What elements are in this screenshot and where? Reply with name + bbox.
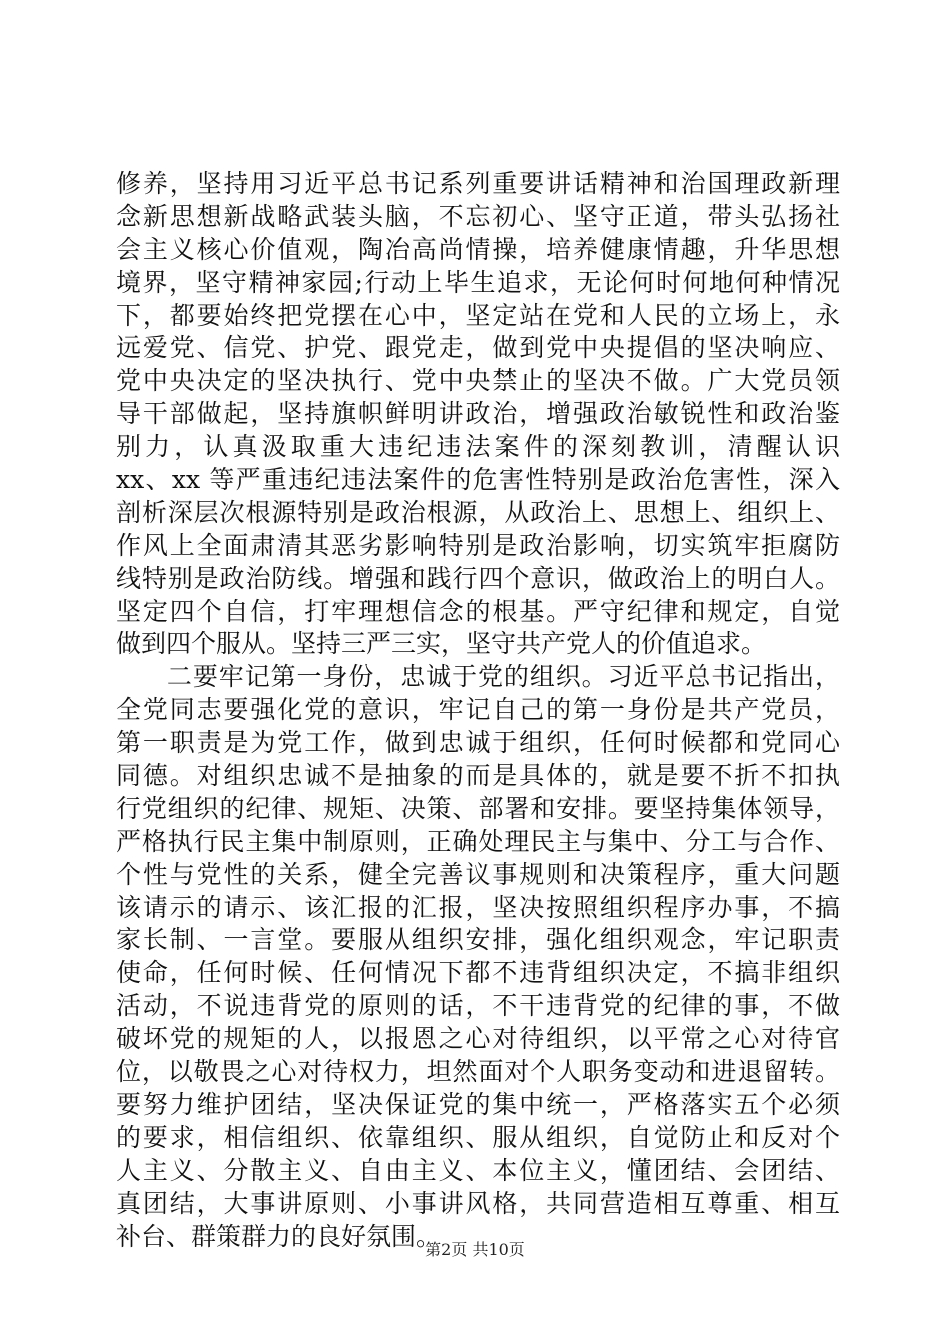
text-line: 严格执行民主集中制原则，正确处理民主与集中、分工与合作、 [116,826,840,856]
text-line: 做到四个服从。坚持三严三实，坚守共产党人的价值追求。 [116,629,767,659]
text-line: 会主义核心价值观，陶冶高尚情操，培养健康情趣，升华思想 [116,234,840,264]
text-line: 的要求，相信组织、依靠组织、服从组织，自觉防止和反对个 [116,1122,840,1152]
text-line: 境界，坚守精神家园;行动上毕生追求，无论何时何地何种情况 [116,267,840,297]
text-line: 真团结，大事讲原则、小事讲风格，共同营造相互尊重、相互 [116,1188,840,1218]
text-line: 坚定四个自信，打牢理想信念的根基。严守纪律和规定，自觉 [116,596,840,626]
text-line: xx、xx 等严重违纪违法案件的危害性特别是政治危害性，深入 [116,465,840,495]
text-line: 该请示的请示、该汇报的汇报，坚决按照组织程序办事，不搞 [116,892,840,922]
text-line: 同德。对组织忠诚不是抽象的而是具体的，就是要不折不扣执 [116,761,840,791]
text-line: 使命，任何时候、任何情况下都不违背组织决定，不搞非组织 [116,958,840,988]
page-footer: 第2页 共10页 [425,1240,525,1259]
text-line: 家长制、一言堂。要服从组织安排，强化组织观念，牢记职责 [116,925,840,955]
text-line: 线特别是政治防线。增强和践行四个意识，做政治上的明白人。 [116,563,840,593]
text-line: 二要牢记第一身份，忠诚于党的组织。习近平总书记指出， [166,662,840,692]
text-line: 下，都要始终把党摆在心中，坚定站在党和人民的立场上，永 [116,300,840,330]
text-line: 修养，坚持用习近平总书记系列重要讲话精神和治国理政新理 [116,169,840,198]
text-line: 作风上全面肃清其恶劣影响特别是政治影响，切实筑牢拒腐防 [116,530,840,560]
text-line: 破坏党的规矩的人，以报恩之心对待组织，以平常之心对待官 [116,1024,840,1054]
text-line: 念新思想新战略武装头脑，不忘初心、坚守正道，带头弘扬社 [116,201,840,231]
text-line: 党中央决定的坚决执行、党中央禁止的坚决不做。广大党员领 [116,366,840,396]
text-line: 要努力维护团结，坚决保证党的集中统一，严格落实五个必须 [116,1089,840,1119]
text-line: 位，以敬畏之心对待权力，坦然面对个人职务变动和进退留转。 [116,1057,840,1087]
text-line: 补台、群策群力的良好氛围。 [116,1221,442,1251]
text-line: 远爱党、信党、护党、跟党走，做到党中央提倡的坚决响应、 [116,333,840,363]
text-line: 别力，认真汲取重大违纪违法案件的深刻教训，清醒认识 [116,432,840,462]
text-line: 个性与党性的关系，健全完善议事规则和决策程序，重大问题 [116,859,840,889]
text-line: 活动，不说违背党的原则的话，不干违背党的纪律的事，不做 [116,991,840,1021]
text-line: 行党组织的纪律、规矩、决策、部署和安排。要坚持集体领导， [116,793,840,823]
text-line: 导干部做起，坚持旗帜鲜明讲政治，增强政治敏锐性和政治鉴 [116,399,840,429]
text-line: 全党同志要强化党的意识，牢记自己的第一身份是共产党员， [116,695,840,725]
text-line: 第一职责是为党工作，做到忠诚于组织，任何时候都和党同心 [116,728,840,758]
text-line: 剖析深层次根源特别是政治根源，从政治上、思想上、组织上、 [116,497,840,527]
body-text [116,168,840,1253]
text-line: 人主义、分散主义、自由主义、本位主义，懂团结、会团结、 [116,1155,840,1185]
